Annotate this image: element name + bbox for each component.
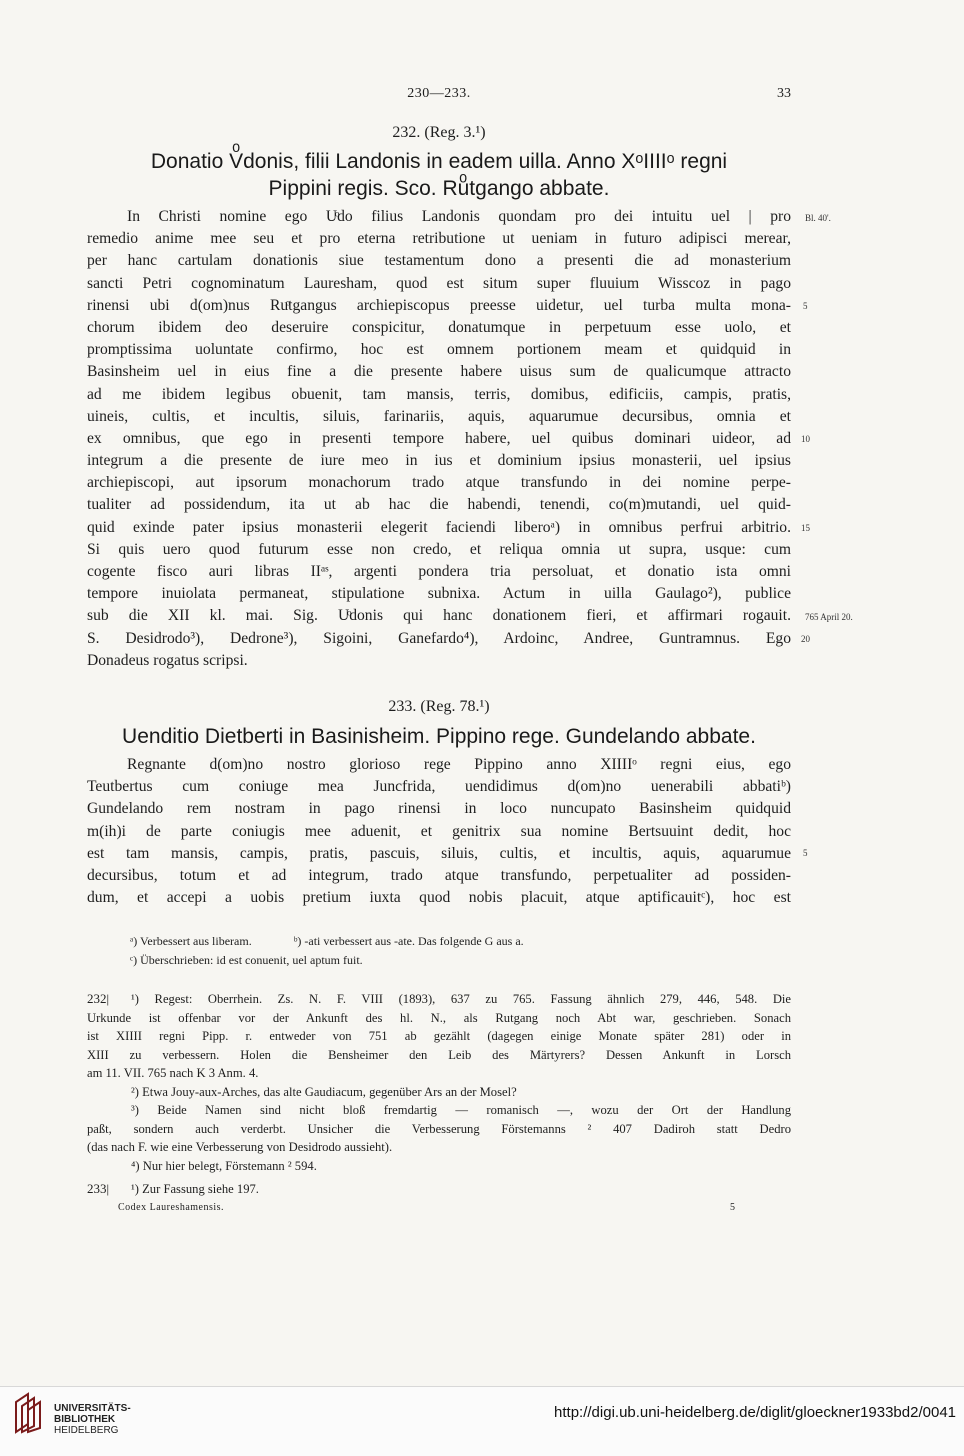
text-line: S. Desidrodo³), Dedrone³), Sigoini, Ganefardo⁴), Ardoinc, Andree, Guntramnus. Ego bbox=[87, 629, 791, 647]
text-line: Teutbertus cum coniuge mea Juncfrida, uendidimus d(om)no uenerabili abbatiᵇ) bbox=[87, 778, 791, 796]
charter-233-text bbox=[87, 754, 791, 909]
library-footer bbox=[0, 1386, 964, 1456]
page-number: 33 bbox=[777, 86, 791, 101]
charter-233-title: Uenditio Dietberti in Basinisheim. Pippino rege. Gundelando abbate. bbox=[122, 725, 756, 748]
note-line: ⁴) Nur hier belegt, Förstemann ² 594. bbox=[131, 1158, 317, 1173]
note-line: XIII zu verbessern. Holen die Bensheimer den Leib des Märtyrers? Dessen Ankunft in Lorsch bbox=[87, 1047, 791, 1062]
text-line: In Christi nomine ego Uͦdo filius Landonis quondam pro dei intuitu uel | pro bbox=[127, 208, 791, 225]
text-line: Donadeus rogatus scripsi. bbox=[87, 651, 248, 669]
note-line: ¹) Regest: Oberrhein. Zs. N. F. VIII (1893), 637 zu 765. Fassung ähnlich 279, 446, 548. Die bbox=[131, 992, 791, 1006]
running-header bbox=[87, 86, 791, 106]
text-line: Basinsheim uel in eius fine a die presente habere uisus sum de qualicumque attracto bbox=[87, 363, 791, 381]
text-line: Gundelando rem nostram in pago rinensi in loco nuncupato Basinsheim quidquid bbox=[87, 800, 791, 818]
text-line: uineis, cultis, et incultis, siluis, farinariis, aquis, aquarumue decursibus, omnia et bbox=[87, 407, 791, 425]
text-line: dum, et accepi a uobis pretium iuxta quod nobis placuit, atque aptificauitᶜ), hoc est bbox=[87, 889, 791, 907]
text-line: quid exinde pater ipsius monasterii elegerit faciendi liberoᵃ) in omnibus perfrui arbitrio. bbox=[87, 518, 791, 536]
text-line: sancti Petri cognominatum Lauresham, quod est situm super fluuium Wisscoz in pago bbox=[87, 274, 791, 292]
commentary-label: 232| bbox=[87, 991, 110, 1006]
text-line: per hanc cartulam donationis siue testamentum dono a presenti die ad monasterium bbox=[87, 252, 791, 270]
page-range: 230—233. bbox=[407, 86, 471, 101]
gathering-number: 5 bbox=[730, 1202, 735, 1213]
commentary-232 bbox=[87, 990, 791, 1175]
text-line: decursibus, totum et ad integrum, trado atque transfundo, perpetualiter ad possiden- bbox=[87, 866, 791, 884]
charter-233-regest-ref: 233. (Reg. 78.¹) bbox=[388, 698, 490, 715]
text-line: ad me ibidem legibus obuenit, tam mansis, terris, domibus, edificiis, campis, pratis, bbox=[87, 385, 791, 403]
note-line: paßt, sondern auch verderbt. Unsicher die Verbesserung Förstemanns ² 407 Dadiroh statt Dedro bbox=[87, 1121, 791, 1136]
margin-folio-note: Bl. 40'. bbox=[805, 213, 831, 223]
source-url-link[interactable]: http://digi.ub.uni-heidelberg.de/diglit/gloeckner1933bd2/0041 bbox=[554, 1404, 956, 1421]
note-line: ist XIIII regni Pipp. r. entweder von 751 ab gezählt (dagegen einige Monate später 281) oder in bbox=[87, 1029, 791, 1043]
margin-line-number: 5 bbox=[803, 301, 808, 311]
textnote-a-b bbox=[130, 933, 770, 950]
library-name-line1: UNIVERSITÄTS- bbox=[54, 1403, 131, 1414]
text-line: sub die XII kl. mai. Sig. Uͦdonis qui hanc donationem fieri, et affirmari rogauit. bbox=[87, 607, 791, 625]
note-line: ³) Beide Namen sind nicht bloß fremdartig — romanisch —, wozu der Ort der Handlung bbox=[131, 1103, 791, 1117]
margin-line-number: 20 bbox=[801, 634, 810, 644]
text-line: promptissima uoluntate confirmo, hoc est omnem portionem meam et quidquid in bbox=[87, 341, 791, 359]
charter-232-regest-ref: 232. (Reg. 3.¹) bbox=[392, 124, 486, 141]
library-name-line3: HEIDELBERG bbox=[54, 1425, 119, 1436]
textnote-b: ᵇ) -ati verbessert aus -ate. Das folgende G aus a. bbox=[293, 934, 524, 948]
text-line: Si quis uero quod futurum esse non credo, et reliqua omnia ut supra, usque: cum bbox=[87, 540, 791, 558]
note-line: (das nach F. wie eine Verbesserung von Desidrodo aussieht). bbox=[87, 1140, 393, 1154]
margin-line-number: 15 bbox=[801, 523, 810, 533]
text-line: rinensi ubi d(om)nus Ruͦtgangus archiepiscopus preesse uidetur, uel turba multa mona- bbox=[87, 296, 791, 314]
text-line: remedio anime mee seu et pro eterna retributione ut ueniam in futuro adipisci merear, bbox=[87, 230, 791, 248]
text-line: chorum ibidem deo deseruire conspicitur, donatumque in perpetuum esse uolo, et bbox=[87, 318, 791, 336]
note-line: ¹) Zur Fassung siehe 197. bbox=[131, 1182, 259, 1196]
textnote-c: ᶜ) Überschrieben: id est conuenit, uel aptum fuit. bbox=[130, 953, 363, 967]
note-line: ²) Etwa Jouy-aux-Arches, das alte Gaudiacum, gegenüber Ars an der Mosel? bbox=[131, 1084, 517, 1099]
commentary-label: 233| bbox=[87, 1181, 110, 1196]
margin-line-number: 10 bbox=[801, 434, 810, 444]
text-line: est tam mansis, campis, pratis, pascuis, siluis, cultis, et incultis, aquis, aquarumue bbox=[87, 844, 791, 862]
text-line: cogente fisco auri libras IIᵃˢ, argenti pondera tria persoluat, et donatio ista omni bbox=[87, 563, 791, 580]
charter-232-title-line1: Donatio Vͦdonis, filii Landonis in eadem uilla. Anno XᵒIIIIᵒ regni bbox=[150, 150, 728, 173]
charter-232-title-line2: Pippini regis. Sco. Ruͦtgango abbate. bbox=[268, 177, 610, 200]
commentary-233 bbox=[87, 1180, 791, 1199]
printer-signature: Codex Laureshamensis. bbox=[118, 1202, 225, 1213]
library-name-line2: BIBLIOTHEK bbox=[54, 1414, 116, 1425]
margin-date-note: 765 April 20. bbox=[805, 612, 853, 622]
text-line: archiepiscopi, aut ipsorum monachorum trado atque transfundo in dei nomine perpe- bbox=[87, 474, 791, 492]
charter-232-text bbox=[87, 206, 791, 672]
library-name bbox=[54, 1403, 131, 1436]
text-line: ex omnibus, que ego in presenti tempore habere, uel quibus dominari uideor, ad bbox=[87, 429, 791, 447]
library-logo-icon bbox=[12, 1392, 46, 1434]
margin-line-number: 5 bbox=[803, 848, 808, 858]
text-line: tualiter ad possidendum, ita ut ab hac die habendi, tenendi, co(m)mutandi, uel quid- bbox=[87, 496, 791, 514]
note-line: Urkunde ist offenbar vor der Ankunft des hl. N., als Rutgang noch Abt war, geschrieben. Sonach bbox=[87, 1010, 791, 1025]
text-line: tempore inuiolata permaneat, stipulatione subnixa. Actum in uilla Gaulago²), publice bbox=[87, 585, 791, 603]
text-line: Regnante d(om)no nostro glorioso rege Pippino anno XIIIIᵒ regni eius, ego bbox=[127, 756, 791, 773]
text-line: integrum a die presente de iure meo in ius et dominium ipsius monasterii, uel ipsius bbox=[87, 452, 791, 470]
textnote-a: ᵃ) Verbessert aus liberam. bbox=[130, 934, 252, 948]
text-line: m(ih)i de parte coniugis mee aduenit, et genitrix sua nomine Bertsuuint dedit, hoc bbox=[87, 822, 791, 840]
note-line: am 11. VII. 765 nach K 3 Anm. 4. bbox=[87, 1066, 259, 1080]
